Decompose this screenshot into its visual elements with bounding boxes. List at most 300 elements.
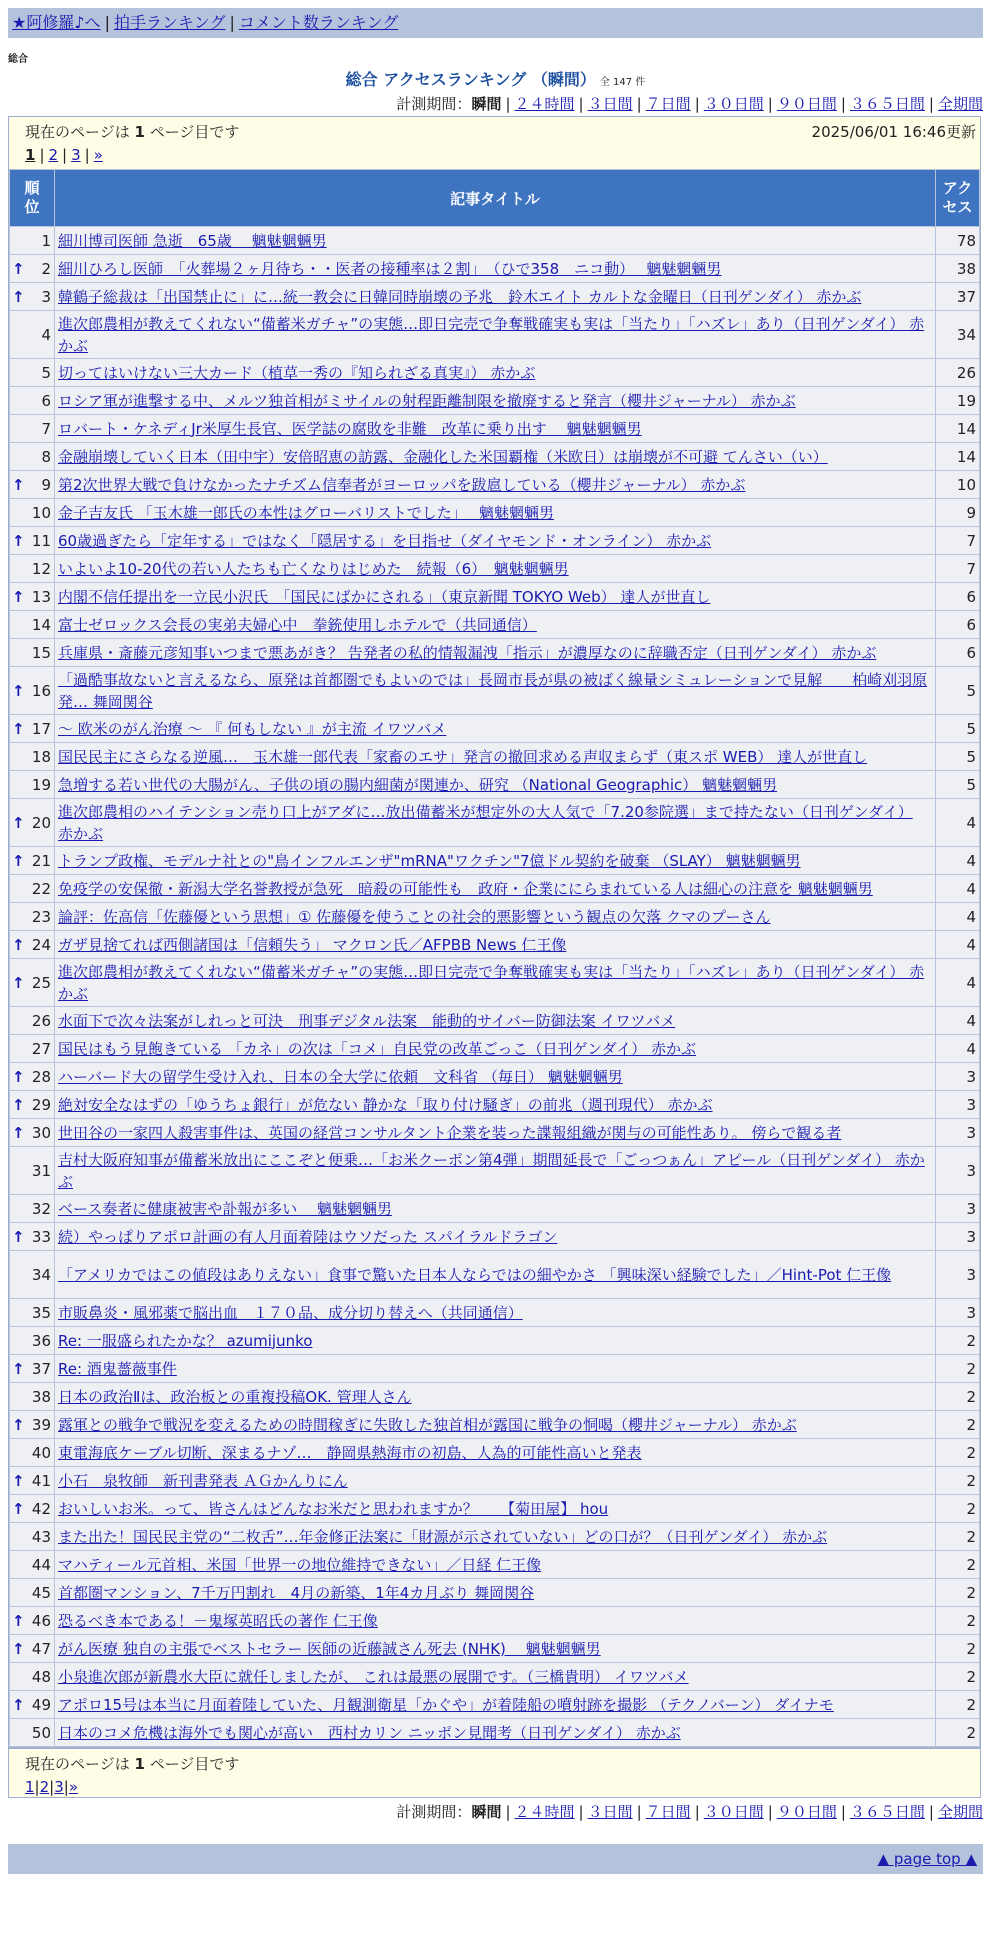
access-count: 5 bbox=[936, 667, 979, 714]
table-row bbox=[10, 667, 979, 714]
access-count: 3 bbox=[936, 1063, 979, 1090]
table-row bbox=[10, 1467, 979, 1494]
rank-cell bbox=[10, 415, 54, 442]
rank-up-arrow-icon: ↑ bbox=[12, 1415, 25, 1434]
access-count: 2 bbox=[936, 1495, 979, 1522]
home-link[interactable]: ★阿修羅♪へ bbox=[12, 13, 101, 32]
article-link[interactable]: 「過酷事故ないと言えるなら、原発は首都圏でもよいのでは」長岡市長が県の被ばく線量シミュレーションで見解 柏崎刈羽原発… 舞岡関谷 bbox=[58, 670, 928, 711]
table-row bbox=[10, 1607, 979, 1634]
table-row bbox=[10, 1007, 979, 1034]
period-link[interactable]: 全期間 bbox=[937, 1803, 983, 1821]
access-count: 3 bbox=[936, 1147, 979, 1194]
title-cell bbox=[55, 1195, 935, 1222]
article-link[interactable]: 第2次世界大戦で負けなかったナチズム信奉者がヨーロッパを跋扈している（櫻井ジャーナル） 赤かぶ bbox=[58, 475, 746, 494]
article-link[interactable]: 急増する若い世代の大腸がん、子供の頃の腸内細菌が関連か、研究 （National Geographic） 魑魅魍魎男 bbox=[58, 775, 778, 794]
table-row bbox=[10, 471, 979, 498]
rank-number: 37 bbox=[31, 1359, 51, 1378]
title-cell bbox=[55, 1355, 935, 1382]
rank-cell bbox=[10, 499, 54, 526]
period-link[interactable]: ２４時間 bbox=[514, 95, 575, 113]
title-cell bbox=[55, 1007, 935, 1034]
access-count: 4 bbox=[936, 847, 979, 874]
article-link[interactable]: ロバート・ケネディJr米厚生長官、医学誌の腐敗を非難 改革に乗り出す 魑魅魍魎男 bbox=[58, 419, 642, 438]
page-info-box-bottom bbox=[8, 1748, 981, 1798]
rank-cell bbox=[10, 1383, 54, 1410]
title-cell bbox=[55, 1663, 935, 1690]
page-separator: | bbox=[84, 146, 90, 164]
access-count: 4 bbox=[936, 1035, 979, 1062]
title-cell bbox=[55, 1691, 935, 1718]
rank-cell bbox=[10, 311, 54, 358]
rank-number: 27 bbox=[31, 1039, 51, 1058]
rank-number: 23 bbox=[31, 907, 51, 926]
period-link[interactable]: ２４時間 bbox=[514, 1803, 575, 1821]
updated-timestamp: 2025/06/01 16:46更新 bbox=[811, 123, 976, 141]
rank-cell bbox=[10, 1223, 54, 1250]
period-link[interactable]: ７日間 bbox=[645, 1803, 691, 1821]
article-link[interactable]: 東電海底ケーブル切断、深まるナゾ… 静岡県熱海市の初島、人為的可能性高いと発表 bbox=[58, 1443, 642, 1462]
table-row bbox=[10, 1719, 979, 1746]
rank-cell bbox=[10, 1551, 54, 1578]
clap-ranking-link[interactable]: 拍手ランキング bbox=[113, 13, 226, 32]
access-count: 6 bbox=[936, 611, 979, 638]
title-cell bbox=[55, 227, 935, 254]
access-count: 7 bbox=[936, 527, 979, 554]
rank-number: 21 bbox=[31, 851, 51, 870]
access-count: 3 bbox=[936, 1119, 979, 1146]
title-cell bbox=[55, 359, 935, 386]
rank-number: 46 bbox=[31, 1611, 51, 1630]
table-row bbox=[10, 1579, 979, 1606]
article-link[interactable]: 細川博司医師 急逝 65歳 魑魅魍魎男 bbox=[58, 231, 327, 250]
ranking-table bbox=[9, 169, 980, 1747]
rank-number: 18 bbox=[31, 747, 51, 766]
rank-number: 49 bbox=[31, 1695, 51, 1714]
article-link[interactable]: 論評：佐高信「佐藤優という思想」① 佐藤優を使うことの社会的悪影響という観点の欠落 クマのプーさん bbox=[58, 907, 771, 926]
rank-cell bbox=[10, 1607, 54, 1634]
title-cell bbox=[55, 667, 935, 714]
title-cell bbox=[55, 1251, 935, 1298]
pagination-bottom bbox=[25, 1775, 972, 1799]
article-link[interactable]: Re: 一服盛られたかな？ azumijunko bbox=[58, 1331, 313, 1350]
rank-up-arrow-icon: ↑ bbox=[12, 1095, 25, 1114]
page-separator: | bbox=[39, 146, 45, 164]
period-separator: | bbox=[928, 95, 934, 113]
rank-number: 2 bbox=[41, 259, 51, 278]
access-count: 2 bbox=[936, 1635, 979, 1662]
table-row bbox=[10, 715, 979, 742]
title-cell bbox=[55, 1467, 935, 1494]
period-link[interactable]: 全期間 bbox=[937, 95, 983, 113]
article-link[interactable]: 国民はもう見飽きている 「カネ」の次は「コメ」自民党の改革ごっこ（日刊ゲンダイ） 赤かぶ bbox=[58, 1039, 697, 1058]
title-cell bbox=[55, 415, 935, 442]
access-count: 14 bbox=[936, 415, 979, 442]
table-row bbox=[10, 931, 979, 958]
article-link[interactable]: 進次郎農相が教えてくれない“備蓄米ガチャ”の実態…即日完売で争奪戦確実も実は「当たり」「ハズレ」あり（日刊ゲンダイ） 赤かぶ bbox=[58, 962, 925, 1003]
rank-number: 38 bbox=[31, 1387, 51, 1406]
page-top-link[interactable]: ▲ page top ▲ bbox=[877, 1850, 977, 1868]
article-link[interactable]: ハーバード大の留学生受け入れ、日本の全大学に依頼 文科省 （毎日） 魑魅魍魎男 bbox=[58, 1067, 623, 1086]
table-row bbox=[10, 1411, 979, 1438]
access-count: 2 bbox=[936, 1439, 979, 1466]
page-separator: | bbox=[34, 1778, 40, 1796]
rank-number: 32 bbox=[31, 1199, 51, 1218]
rank-number: 50 bbox=[31, 1723, 51, 1742]
period-separator: | bbox=[767, 95, 773, 113]
rank-number: 8 bbox=[41, 447, 51, 466]
access-count: 37 bbox=[936, 283, 979, 310]
title-cell bbox=[55, 743, 935, 770]
article-link[interactable]: ベース奏者に健康被害や訃報が多い 魑魅魍魎男 bbox=[58, 1199, 393, 1218]
period-separator: | bbox=[928, 1803, 934, 1821]
access-count: 2 bbox=[936, 1327, 979, 1354]
access-count: 9 bbox=[936, 499, 979, 526]
article-link[interactable]: ガザ見捨てれば西側諸国は「信頼失う」 マクロン氏／AFPBB News 仁王像 bbox=[58, 935, 567, 954]
page-info-number: 1 bbox=[134, 1755, 145, 1773]
rank-up-arrow-icon: ↑ bbox=[12, 1227, 25, 1246]
title-header: 記事タイトル bbox=[55, 170, 935, 226]
title-cell bbox=[55, 931, 935, 958]
rank-number: 25 bbox=[31, 973, 51, 992]
rank-cell bbox=[10, 639, 54, 666]
period-separator: | bbox=[578, 1803, 584, 1821]
rank-number: 3 bbox=[41, 287, 51, 306]
rank-number: 28 bbox=[31, 1067, 51, 1086]
table-row bbox=[10, 359, 979, 386]
rank-cell bbox=[10, 1147, 54, 1194]
next-page-link[interactable]: » bbox=[93, 146, 103, 164]
rank-header-text: 順位 bbox=[24, 179, 40, 216]
access-count: 3 bbox=[936, 1299, 979, 1326]
article-link[interactable]: いよいよ10-20代の若い人たちも亡くなりはじめた 続報（6） 魑魅魍魎男 bbox=[58, 559, 569, 578]
article-link[interactable]: 首都圏マンション、7千万円割れ 4月の新築、1年4カ月ぶり 舞岡関谷 bbox=[58, 1583, 535, 1602]
rank-number: 11 bbox=[31, 531, 51, 550]
top-nav-bar bbox=[8, 8, 983, 38]
period-link[interactable]: ３日間 bbox=[587, 1803, 633, 1821]
title-cell bbox=[55, 499, 935, 526]
period-link[interactable]: ３６５日間 bbox=[849, 95, 925, 113]
rank-cell bbox=[10, 667, 54, 714]
period-separator: | bbox=[505, 95, 511, 113]
article-link[interactable]: がん医療 独自の主張でベストセラー 医師の近藤誠さん死去 (NHK) 魑魅魍魎男 bbox=[58, 1639, 601, 1658]
rank-cell bbox=[10, 611, 54, 638]
rank-up-arrow-icon: ↑ bbox=[12, 587, 25, 606]
page-link[interactable]: 2 bbox=[48, 146, 59, 164]
article-link[interactable]: アポロ15号は本当に月面着陸していた、月観測衛星「かぐや」が着陸船の噴射跡を撮影 （テクノバーン） ダイナモ bbox=[58, 1695, 834, 1714]
period-label: 計測期間： bbox=[396, 1803, 472, 1821]
rank-up-arrow-icon: ↑ bbox=[12, 1123, 25, 1142]
period-separator: | bbox=[578, 95, 584, 113]
title-cell bbox=[55, 1607, 935, 1634]
rank-cell bbox=[10, 583, 54, 610]
period-separator: | bbox=[840, 1803, 846, 1821]
rank-cell bbox=[10, 959, 54, 1006]
rank-number: 45 bbox=[31, 1583, 51, 1602]
rank-cell bbox=[10, 387, 54, 414]
title-cell bbox=[55, 1383, 935, 1410]
access-count: 4 bbox=[936, 875, 979, 902]
rank-number: 33 bbox=[31, 1227, 51, 1246]
rank-number: 26 bbox=[31, 1011, 51, 1030]
table-row bbox=[10, 1119, 979, 1146]
title-cell bbox=[55, 255, 935, 282]
table-row bbox=[10, 227, 979, 254]
title-cell bbox=[55, 555, 935, 582]
table-row bbox=[10, 1355, 979, 1382]
article-link[interactable]: 日本の政治Ⅱは、政治板との重複投稿OK. 管理人さん bbox=[58, 1387, 412, 1406]
rank-cell bbox=[10, 771, 54, 798]
table-row bbox=[10, 847, 979, 874]
rank-cell bbox=[10, 715, 54, 742]
rank-cell bbox=[10, 1691, 54, 1718]
period-link[interactable]: ９０日間 bbox=[776, 95, 837, 113]
rank-cell bbox=[10, 1635, 54, 1662]
article-link[interactable]: 細川ひろし医師 「火葬場２ヶ月待ち・・医者の接種率は２割」 （ひで358 ニコ動） 魑魅魍魎男 bbox=[58, 259, 722, 278]
title-cell bbox=[55, 799, 935, 846]
rank-number: 22 bbox=[31, 879, 51, 898]
access-count: 14 bbox=[936, 443, 979, 470]
rank-up-arrow-icon: ↑ bbox=[12, 681, 25, 700]
period-link[interactable]: ３０日間 bbox=[703, 95, 764, 113]
title-cell bbox=[55, 1635, 935, 1662]
page-info-box bbox=[9, 117, 980, 169]
article-link[interactable]: 吉村大阪府知事が備蓄米放出にここぞと便乗…「お米クーポン第4弾」期間延長で「ごっつぁん」アピール（日刊ゲンダイ） 赤かぶ bbox=[58, 1150, 925, 1191]
article-link[interactable]: 日本のコメ危機は海外でも関心が高い 西村カリン ニッポン見聞考（日刊ゲンダイ） 赤かぶ bbox=[58, 1723, 681, 1742]
title-cell bbox=[55, 583, 935, 610]
page-info-number: 1 bbox=[134, 123, 145, 141]
table-row bbox=[10, 1299, 979, 1326]
article-link[interactable]: 市販鼻炎・風邪薬で脳出血 １７０品、成分切り替えへ（共同通信） bbox=[58, 1303, 523, 1322]
rank-up-arrow-icon: ↑ bbox=[12, 531, 25, 550]
article-link[interactable]: 国民民主にさらなる逆風… 玉木雄一郎代表「家畜のエサ」発言の撤回求める声収まらず（東スポ WEB） 達人が世直し bbox=[58, 747, 868, 766]
rank-cell bbox=[10, 931, 54, 958]
title-cell bbox=[55, 311, 935, 358]
title-cell bbox=[55, 903, 935, 930]
access-count: 3 bbox=[936, 1091, 979, 1118]
rank-cell bbox=[10, 1411, 54, 1438]
access-count: 2 bbox=[936, 1663, 979, 1690]
page-info-post: ページ目です bbox=[144, 123, 240, 141]
period-selector-top bbox=[0, 92, 983, 116]
rank-cell bbox=[10, 1119, 54, 1146]
article-link[interactable]: また出た！国民民主党の“二枚舌”…年金修正法案に「財源が示されていない」どの口が？（日刊ゲンダイ） 赤かぶ bbox=[58, 1527, 828, 1546]
rank-up-arrow-icon: ↑ bbox=[12, 475, 25, 494]
access-count: 4 bbox=[936, 1007, 979, 1034]
access-count: 7 bbox=[936, 555, 979, 582]
table-row bbox=[10, 1663, 979, 1690]
page-info-post: ページ目です bbox=[144, 1755, 240, 1773]
rank-number: 9 bbox=[41, 475, 51, 494]
title-cell bbox=[55, 1119, 935, 1146]
access-count: 4 bbox=[936, 931, 979, 958]
title-cell bbox=[55, 1579, 935, 1606]
article-link[interactable]: 60歳過ぎたら「定年する」ではなく「隠居する」を目指せ（ダイヤモンド・オンライン） 赤かぶ bbox=[58, 531, 712, 550]
article-link[interactable]: Re: 酒鬼薔薇事件 bbox=[58, 1359, 177, 1378]
title-cell bbox=[55, 527, 935, 554]
article-link[interactable]: 免疫学の安保徹・新潟大学名誉教授が急死 暗殺の可能性も 政府・企業ににらまれている人は細心の注意を 魑魅魍魎男 bbox=[58, 879, 873, 898]
title-cell bbox=[55, 847, 935, 874]
article-link[interactable]: 続）やっぱりアポロ計画の有人月面着陸はウソだった スパイラルドラゴン bbox=[58, 1227, 558, 1246]
rank-cell bbox=[10, 1327, 54, 1354]
article-link[interactable]: トランプ政権、モデルナ社との"鳥インフルエンザ"mRNA"ワクチン"7億ドル契約を破棄 （SLAY） 魑魅魍魎男 bbox=[58, 851, 801, 870]
rank-number: 16 bbox=[31, 681, 51, 700]
period-link[interactable]: ３日間 bbox=[587, 95, 633, 113]
rank-cell bbox=[10, 1719, 54, 1746]
rank-cell bbox=[10, 1579, 54, 1606]
article-link[interactable]: 金融崩壊していく日本（田中宇）安倍昭恵の訪露、金融化した米国覇権（米欧日）は崩壊が不可避 てんさい（い） bbox=[58, 447, 828, 466]
nav-separator: | bbox=[104, 13, 110, 32]
article-link[interactable]: 金子吉友氏 「玉木雄一郎氏の本性はグローバリストでした」 魑魅魍魎男 bbox=[58, 503, 554, 522]
period-separator: | bbox=[694, 1803, 700, 1821]
rank-number: 6 bbox=[41, 391, 51, 410]
comment-ranking-link[interactable]: コメント数ランキング bbox=[238, 13, 399, 32]
table-row bbox=[10, 1523, 979, 1550]
article-link[interactable]: 絶対安全なはずの「ゆうちょ銀行」が危ない 静かな「取り付け騒ぎ」の前兆（週刊現代） 赤かぶ bbox=[58, 1095, 713, 1114]
category-label: 総合 bbox=[8, 54, 28, 65]
article-link[interactable]: 内閣不信任提出を一立民小沢氏 「国民にばかにされる」（東京新聞 TOKYO Web） 達人が世直し bbox=[58, 587, 711, 606]
period-separator: | bbox=[767, 1803, 773, 1821]
article-link[interactable]: 世田谷の一家四人殺害事件は、英国の経営コンサルタント企業を装った諜報組織が関与の可能性あり。 傍らで観る者 bbox=[58, 1123, 842, 1142]
title-cell bbox=[55, 959, 935, 1006]
article-link[interactable]: 進次郎農相のハイテンション売り口上がアダに…放出備蓄米が想定外の大人気で「7.20参院選」まで持たない（日刊ゲンダイ） 赤かぶ bbox=[58, 802, 913, 843]
period-link[interactable]: ３６５日間 bbox=[849, 1803, 925, 1821]
page-info-pre: 現在のページは bbox=[25, 123, 135, 141]
table-row bbox=[10, 1439, 979, 1466]
table-row bbox=[10, 1147, 979, 1194]
period-separator: | bbox=[636, 1803, 642, 1821]
table-row bbox=[10, 527, 979, 554]
article-link[interactable]: 兵庫県・斎藤元彦知事いつまで悪あがき？ 告発者の私的情報漏洩「指示」が濃厚なのに辞職否定（日刊ゲンダイ） 赤かぶ bbox=[58, 643, 877, 662]
rank-number: 43 bbox=[31, 1527, 51, 1546]
title-cell bbox=[55, 875, 935, 902]
article-link[interactable]: 小泉進次郎が新農水大臣に就任しましたが、 これは最悪の展開です。（三橋貴明） イワツバメ bbox=[58, 1667, 689, 1686]
table-row bbox=[10, 1251, 979, 1298]
next-page-link[interactable]: » bbox=[68, 1778, 79, 1796]
article-link[interactable]: マハティール元首相、米国「世界一の地位維持できない」／日経 仁王像 bbox=[58, 1555, 542, 1574]
rank-number: 29 bbox=[31, 1095, 51, 1114]
title-cell bbox=[55, 715, 935, 742]
rank-number: 34 bbox=[31, 1265, 51, 1284]
rank-number: 15 bbox=[31, 643, 51, 662]
access-count: 34 bbox=[936, 311, 979, 358]
rank-cell bbox=[10, 443, 54, 470]
access-header-text: アクセス bbox=[942, 179, 973, 216]
table-row bbox=[10, 387, 979, 414]
article-link[interactable]: おいしいお米。って、皆さんはどんなお米だと思われますか？ 【菊田屋】 hou bbox=[58, 1499, 609, 1518]
rank-number: 35 bbox=[31, 1303, 51, 1322]
page-link-current[interactable]: 1 bbox=[25, 146, 36, 164]
access-count: 4 bbox=[936, 959, 979, 1006]
article-link[interactable]: 恐るべき本である！－鬼塚英昭氏の著作 仁王像 bbox=[58, 1611, 378, 1630]
rank-up-arrow-icon: ↑ bbox=[12, 1067, 25, 1086]
ranking-rows bbox=[10, 227, 979, 1746]
period-link[interactable]: ７日間 bbox=[645, 95, 691, 113]
rank-cell bbox=[10, 743, 54, 770]
rank-up-arrow-icon: ↑ bbox=[12, 287, 25, 306]
access-count: 2 bbox=[936, 1691, 979, 1718]
table-row bbox=[10, 1327, 979, 1354]
access-count: 5 bbox=[936, 743, 979, 770]
rank-number: 36 bbox=[31, 1331, 51, 1350]
article-link[interactable]: 韓鶴子総裁は「出国禁止に」に…統一教会に日韓同時崩壊の予兆 鈴木エイト カルトな金曜日（日刊ゲンダイ） 赤かぶ bbox=[58, 287, 862, 306]
rank-cell bbox=[10, 1251, 54, 1298]
rank-cell bbox=[10, 1355, 54, 1382]
table-row bbox=[10, 555, 979, 582]
article-link[interactable]: 切ってはいけない三大カード（植草一秀の『知られざる真実』） 赤かぶ bbox=[58, 363, 536, 382]
access-count: 19 bbox=[936, 387, 979, 414]
rank-cell bbox=[10, 555, 54, 582]
article-link[interactable]: ロシア軍が進撃する中、メルツ独首相がミサイルの射程距離制限を撤廃すると発言（櫻井ジャーナル） 赤かぶ bbox=[58, 391, 796, 410]
article-link[interactable]: 進次郎農相が教えてくれない“備蓄米ガチャ”の実態…即日完売で争奪戦確実も実は「当たり」「ハズレ」あり（日刊ゲンダイ） 赤かぶ bbox=[58, 314, 925, 355]
rank-cell bbox=[10, 1523, 54, 1550]
rank-cell bbox=[10, 1195, 54, 1222]
rank-up-arrow-icon: ↑ bbox=[12, 1471, 25, 1490]
access-count: 6 bbox=[936, 583, 979, 610]
period-separator: | bbox=[505, 1803, 511, 1821]
table-row bbox=[10, 1495, 979, 1522]
table-row bbox=[10, 415, 979, 442]
table-row bbox=[10, 875, 979, 902]
rank-number: 48 bbox=[31, 1667, 51, 1686]
table-row bbox=[10, 1691, 979, 1718]
page-link[interactable]: 3 bbox=[54, 1778, 64, 1796]
rank-cell bbox=[10, 227, 54, 254]
title-cell bbox=[55, 1327, 935, 1354]
article-link[interactable]: 富士ゼロックス会長の実弟夫婦心中 拳銃使用しホテルで（共同通信） bbox=[58, 615, 537, 634]
rank-up-arrow-icon: ↑ bbox=[12, 1695, 25, 1714]
page-link-current[interactable]: 1 bbox=[25, 1778, 35, 1796]
rank-cell bbox=[10, 1663, 54, 1690]
table-row bbox=[10, 1635, 979, 1662]
page-separator: | bbox=[62, 146, 68, 164]
table-row bbox=[10, 1551, 979, 1578]
title-cell bbox=[55, 1223, 935, 1250]
article-link[interactable]: 露軍との戦争で戦況を変えるための時間稼ぎに失敗した独首相が露国に戦争の恫喝（櫻井ジャーナル） 赤かぶ bbox=[58, 1415, 797, 1434]
table-row bbox=[10, 1195, 979, 1222]
title-cell bbox=[55, 1495, 935, 1522]
rank-up-arrow-icon: ↑ bbox=[12, 1639, 25, 1658]
rank-up-arrow-icon: ↑ bbox=[12, 1499, 25, 1518]
title-cell bbox=[55, 1719, 935, 1746]
ranking-container bbox=[8, 116, 981, 1748]
page-link[interactable]: 2 bbox=[39, 1778, 50, 1796]
article-link[interactable]: 「アメリカではこの値段はありえない」食事で驚いた日本人ならではの細やかさ 「興味深い経験でした」／Hint-Pot 仁王像 bbox=[58, 1265, 892, 1284]
title-cell bbox=[55, 771, 935, 798]
access-count: 2 bbox=[936, 1383, 979, 1410]
table-row bbox=[10, 311, 979, 358]
rank-number: 39 bbox=[31, 1415, 51, 1434]
rank-number: 1 bbox=[41, 231, 51, 250]
rank-number: 7 bbox=[41, 419, 51, 438]
period-separator: | bbox=[694, 95, 700, 113]
rank-number: 12 bbox=[31, 559, 51, 578]
rank-number: 20 bbox=[31, 813, 51, 832]
page-link[interactable]: 3 bbox=[71, 146, 81, 164]
rank-cell bbox=[10, 1439, 54, 1466]
page-info-pre: 現在のページは bbox=[25, 1755, 135, 1773]
rank-number: 30 bbox=[31, 1123, 51, 1142]
period-link[interactable]: ３０日間 bbox=[703, 1803, 764, 1821]
period-link[interactable]: ９０日間 bbox=[776, 1803, 837, 1821]
article-link[interactable]: 小石 泉牧師 新刊書発表 ＡＧかんりにん bbox=[58, 1471, 348, 1490]
title-cell bbox=[55, 1063, 935, 1090]
article-link[interactable]: 水面下で次々法案がしれっと可決 刑事デジタル法案 能動的サイバー防御法案 イワツバメ bbox=[58, 1011, 676, 1030]
rank-up-arrow-icon: ↑ bbox=[12, 259, 25, 278]
article-link[interactable]: ～ 欧米のがん治療 ～ 『 何もしない 』が主流 イワツバメ bbox=[58, 719, 447, 738]
access-count: 5 bbox=[936, 715, 979, 742]
rank-number: 17 bbox=[31, 719, 51, 738]
access-count: 3 bbox=[936, 1195, 979, 1222]
